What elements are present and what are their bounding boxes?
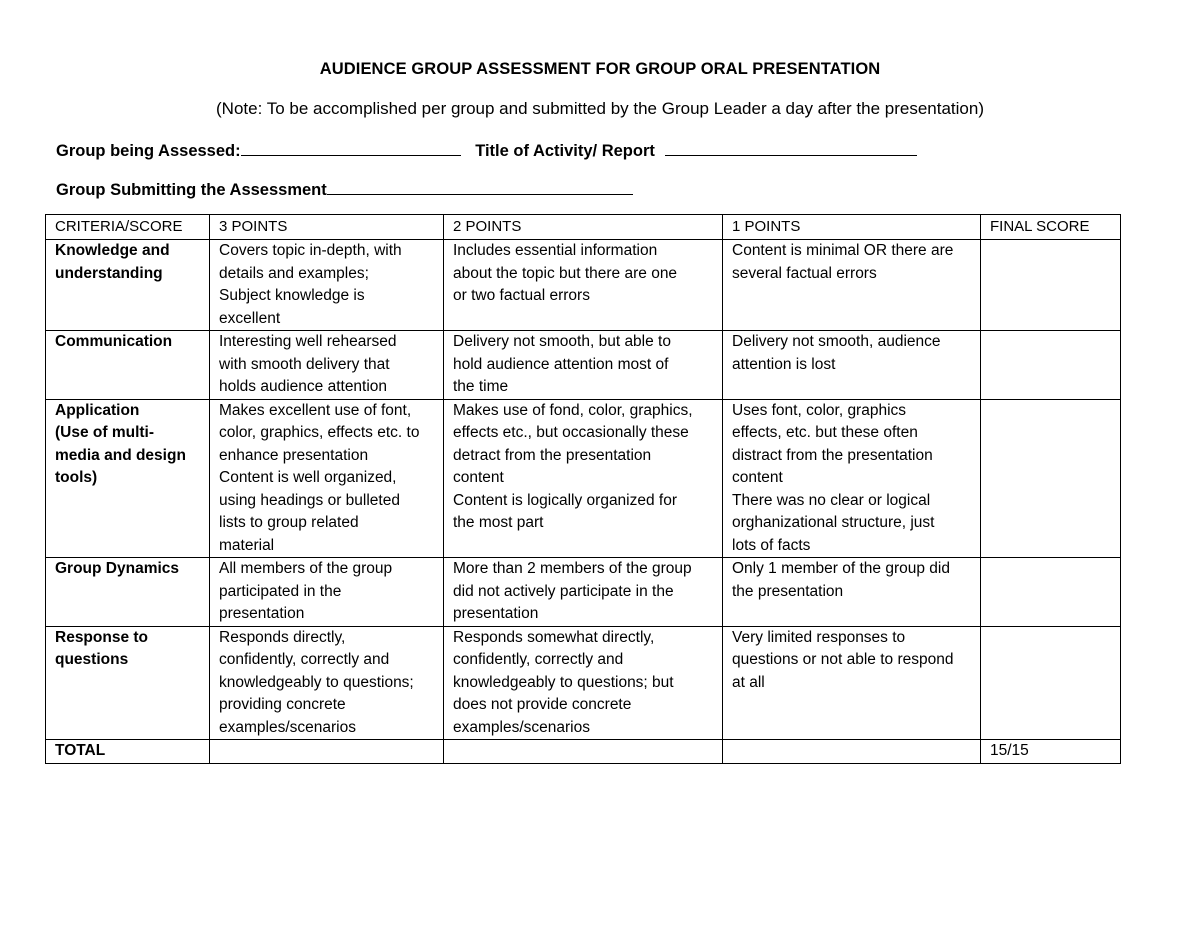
cell-line: Includes essential information (453, 242, 658, 259)
table-row (46, 399, 1121, 558)
cell-line: All members of the group (219, 560, 393, 577)
cell-line: the time (453, 378, 509, 395)
cell-line: material (219, 536, 275, 554)
document-note: (Note: To be accomplished per group and submitted by the Group Leader a day after the presentation) (216, 99, 984, 118)
cell-line: presentation (453, 605, 539, 622)
cell-line: does not provide concrete (453, 696, 632, 713)
three-points-cell (210, 331, 444, 400)
cell-line: media and design (55, 446, 186, 464)
table-row (46, 331, 1121, 400)
final-score-cell[interactable] (981, 558, 1121, 627)
header-2-points: 2 POINTS (444, 215, 723, 240)
cell-line: knowledgeably to questions; but (453, 673, 674, 691)
two-points-cell (444, 331, 723, 400)
cell-line: Content is well organized, (219, 469, 397, 486)
cell-line: Makes excellent use of font, (219, 401, 412, 419)
total-1-points (723, 740, 981, 764)
cell-line: details and examples; (219, 264, 369, 282)
cell-line: the most part (453, 514, 544, 531)
group-assessed-blank[interactable] (241, 140, 461, 156)
cell-line: Covers topic in-depth, with (219, 242, 402, 259)
cell-line: Delivery not smooth, but able to (453, 333, 671, 350)
cell-line: did not actively participate in the (453, 582, 674, 600)
cell-line: excellent (219, 309, 281, 327)
cell-line: Response to (55, 628, 149, 646)
three-points-cell (210, 399, 444, 558)
cell-line: confidently, correctly and (219, 651, 390, 668)
cell-line: with smooth delivery that (219, 355, 390, 373)
cell-line: hold audience attention most of (453, 355, 669, 373)
criteria-cell (46, 240, 210, 331)
table-row (46, 240, 1121, 331)
cell-line: questions (55, 651, 129, 668)
cell-line: several factual errors (732, 264, 877, 282)
cell-line: Subject knowledge is (219, 287, 365, 304)
cell-line: the presentation (732, 582, 844, 600)
cell-line: Content is minimal OR there are (732, 242, 954, 259)
header-1-points: 1 POINTS (723, 215, 981, 240)
final-score-cell[interactable] (981, 240, 1121, 331)
cell-line: More than 2 members of the group (453, 560, 692, 577)
document-title: AUDIENCE GROUP ASSESSMENT FOR GROUP ORAL PRESENTATION (319, 60, 881, 78)
final-score-cell[interactable] (981, 331, 1121, 400)
cell-line: distract from the presentation (732, 446, 933, 464)
rubric-body (46, 240, 1121, 740)
fields-row-2 (56, 179, 633, 200)
cell-line: Only 1 member of the group did (732, 560, 950, 577)
cell-line: effects etc., but occasionally these (453, 424, 689, 441)
cell-line: Delivery not smooth, audience (732, 333, 941, 350)
cell-line: providing concrete (219, 696, 346, 713)
one-points-cell (723, 399, 981, 558)
cell-line: Group Dynamics (55, 560, 180, 577)
cell-line: detract from the presentation (453, 446, 652, 464)
total-2-points (444, 740, 723, 764)
header-criteria: CRITERIA/SCORE (46, 215, 210, 240)
cell-line: at all (732, 673, 765, 691)
cell-line: Makes use of fond, color, graphics, (453, 401, 693, 419)
criteria-cell (46, 626, 210, 740)
cell-line: presentation (219, 605, 305, 622)
cell-line: Content is logically organized for (453, 491, 678, 509)
one-points-cell (723, 626, 981, 740)
two-points-cell (444, 240, 723, 331)
cell-line: about the topic but there are one (453, 264, 678, 282)
cell-line: enhance presentation (219, 446, 369, 464)
cell-line: Interesting well rehearsed (219, 333, 397, 350)
total-3-points (210, 740, 444, 764)
one-points-cell (723, 558, 981, 627)
one-points-cell (723, 331, 981, 400)
cell-line: (Use of multi- (55, 424, 155, 441)
total-label: TOTAL (46, 740, 210, 764)
cell-line: There was no clear or logical (732, 491, 931, 509)
cell-line: Responds directly, (219, 628, 346, 646)
cell-line: Knowledge and (55, 242, 170, 259)
final-score-cell[interactable] (981, 626, 1121, 740)
cell-line: Responds somewhat directly, (453, 628, 655, 646)
cell-line: using headings or bulleted (219, 491, 400, 509)
total-row (46, 740, 1121, 764)
cell-line: lots of facts (732, 536, 811, 554)
header-final-score: FINAL SCORE (981, 215, 1121, 240)
two-points-cell (444, 399, 723, 558)
cell-line: content (732, 469, 783, 486)
group-assessed-label: Group being Assessed: (56, 142, 241, 160)
cell-line: understanding (55, 264, 163, 282)
cell-line: orghanizational structure, just (732, 514, 935, 531)
header-row (46, 215, 1121, 240)
criteria-cell (46, 331, 210, 400)
cell-line: Very limited responses to (732, 628, 906, 646)
criteria-cell (46, 399, 210, 558)
header-3-points: 3 POINTS (210, 215, 444, 240)
rubric-table (45, 214, 1121, 764)
cell-line: Uses font, color, graphics (732, 401, 907, 419)
cell-line: participated in the (219, 582, 342, 600)
two-points-cell (444, 626, 723, 740)
group-submitting-label: Group Submitting the Assessment (56, 181, 327, 199)
cell-line: tools) (55, 469, 98, 486)
cell-line: or two factual errors (453, 287, 590, 304)
final-score-cell[interactable] (981, 399, 1121, 558)
cell-line: examples/scenarios (453, 718, 590, 736)
three-points-cell (210, 558, 444, 627)
cell-line: content (453, 469, 504, 486)
cell-line: holds audience attention (219, 378, 388, 395)
cell-line: attention is lost (732, 355, 836, 373)
cell-line: confidently, correctly and (453, 651, 624, 668)
title-activity-blank[interactable] (665, 140, 917, 156)
cell-line: effects, etc. but these often (732, 424, 918, 441)
three-points-cell (210, 240, 444, 331)
three-points-cell (210, 626, 444, 740)
cell-line: knowledgeably to questions; (219, 673, 414, 691)
total-final-score: 15/15 (981, 740, 1121, 764)
one-points-cell (723, 240, 981, 331)
table-row (46, 558, 1121, 627)
cell-line: examples/scenarios (219, 718, 356, 736)
cell-line: questions or not able to respond (732, 651, 954, 668)
title-activity-label: Title of Activity/ Report (475, 142, 655, 160)
table-row (46, 626, 1121, 740)
group-submitting-blank[interactable] (327, 179, 633, 195)
two-points-cell (444, 558, 723, 627)
cell-line: lists to group related (219, 514, 359, 531)
fields-row-1 (56, 140, 917, 161)
cell-line: color, graphics, effects etc. to (219, 424, 420, 441)
cell-line: Communication (55, 333, 173, 350)
criteria-cell (46, 558, 210, 627)
cell-line: Application (55, 401, 140, 419)
